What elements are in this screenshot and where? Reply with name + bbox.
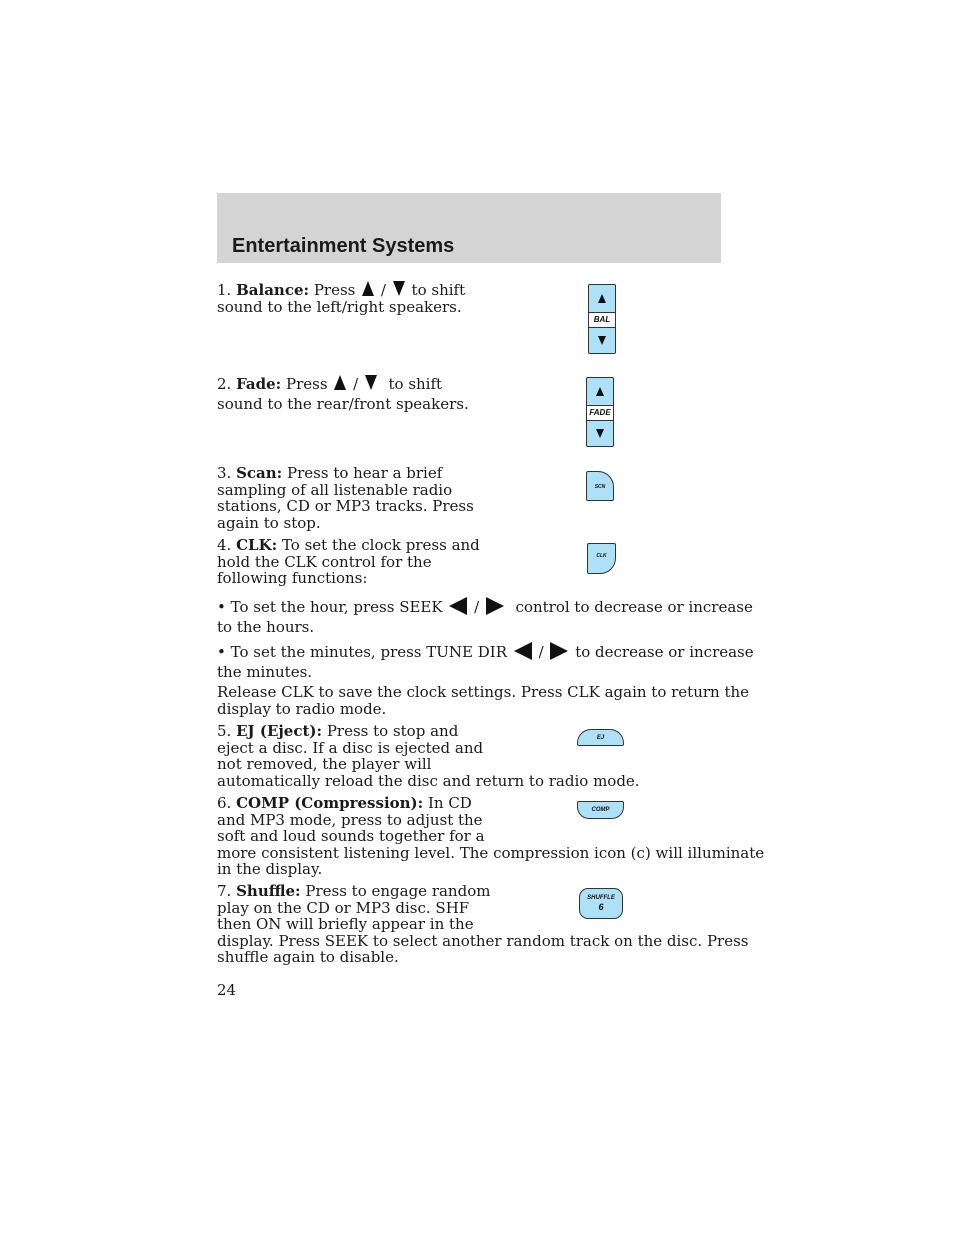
triangle-right-icon [486, 597, 504, 615]
bal-up-icon[interactable] [589, 285, 615, 312]
item-eject: 5. EJ (Eject): Press to stop and eject a disc. If a disc is ejected and not removed, the player will automatically reload the disc and return to radio mode. [217, 722, 640, 790]
bal-down-icon[interactable] [589, 327, 615, 353]
fade-down-icon[interactable] [587, 420, 613, 446]
shuffle-number: 6 [598, 902, 604, 912]
triangle-up-icon [334, 375, 346, 390]
clk-button[interactable]: CLK [587, 543, 616, 574]
term-comp: COMP (Compression): [236, 794, 424, 812]
term-fade: Fade: [236, 375, 282, 393]
triangle-right-icon [550, 642, 568, 660]
item-shuffle: 7. Shuffle: Press to engage random play on the CD or MP3 disc. SHF then ON will briefly appear in the display. Press SEEK to select another random track on the disc. Press shuffle again to disable. [217, 882, 749, 966]
release-clk-paragraph: Release CLK to save the clock settings. Press CLK again to return the display to radio mode. [217, 683, 750, 718]
page-number: 24 [217, 981, 237, 999]
comp-button[interactable]: COMP [577, 801, 624, 819]
triangle-down-icon [393, 281, 405, 296]
shuffle-button[interactable] [579, 888, 623, 919]
item-comp: 6. COMP (Compression): In CD and MP3 mode, press to adjust the soft and loud sounds together for a more consistent listening level. The compression icon (c) will illuminate in the display. [217, 794, 765, 878]
bal-label: BAL [589, 312, 615, 328]
bullet-set-minutes: • To set the minutes, press TUNE DIR / to decrease or increase the minutes. [217, 643, 754, 681]
term-scan: Scan: [236, 464, 283, 482]
triangle-down-icon [365, 375, 377, 390]
scn-button[interactable]: SCN [586, 471, 614, 501]
item-balance: 1. Balance: Press / to shift sound to the left/right speakers. [217, 281, 466, 316]
term-shuffle: Shuffle: [236, 882, 301, 900]
term-eject: EJ (Eject): [236, 722, 323, 740]
fade-label: FADE [587, 405, 613, 421]
item-clk: 4. CLK: To set the clock press and hold the CLK control for the following functions: [217, 536, 480, 587]
eject-button[interactable]: EJ [577, 729, 624, 746]
term-balance: Balance: [236, 281, 310, 299]
fade-rocker-button[interactable] [586, 377, 614, 447]
fade-up-icon[interactable] [587, 378, 613, 405]
shuffle-label: SHUFFLE [587, 895, 615, 901]
section-title: Entertainment Systems [232, 235, 455, 257]
term-clk: CLK: [236, 536, 278, 554]
triangle-left-icon [449, 597, 467, 615]
triangle-up-icon [362, 281, 374, 296]
triangle-left-icon [514, 642, 532, 660]
item-scan: 3. Scan: Press to hear a brief sampling of all listenable radio stations, CD or MP3 tracks. Press again to stop. [217, 464, 474, 532]
section-header [217, 193, 721, 263]
bullet-set-hour: • To set the hour, press SEEK / control to decrease or increase to the hours. [217, 598, 753, 636]
item-fade: 2. Fade: Press / to shift sound to the rear/front speakers. [217, 375, 469, 413]
bal-rocker-button[interactable] [588, 284, 616, 354]
